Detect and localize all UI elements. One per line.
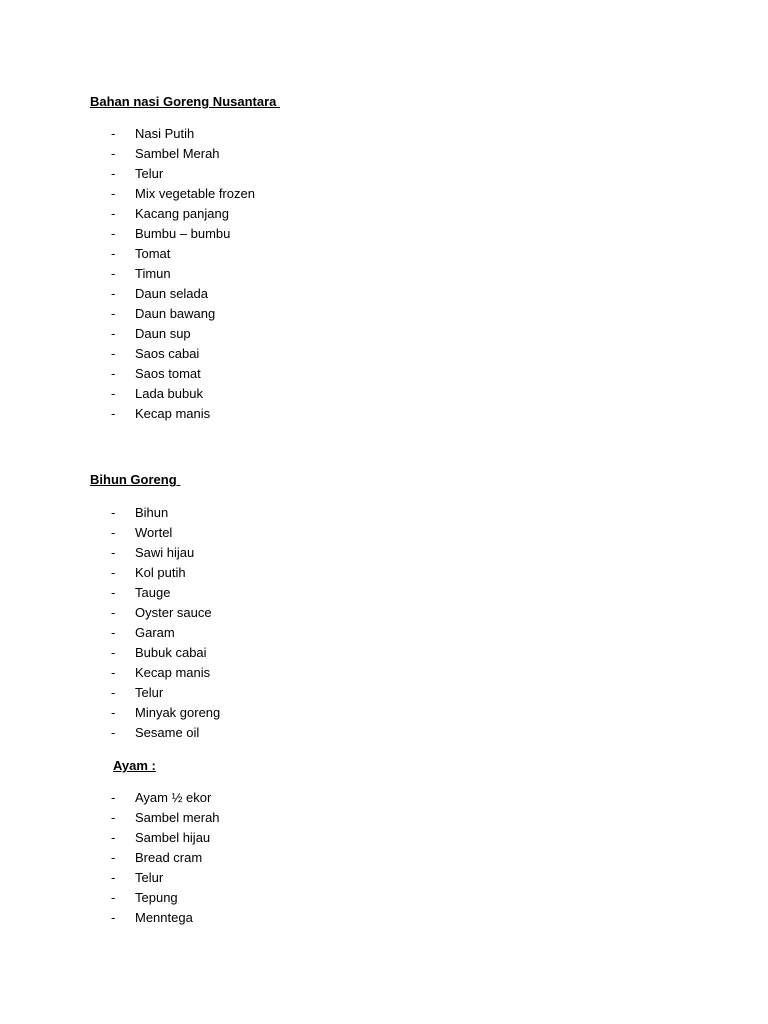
item-label: Kecap manis <box>135 665 211 680</box>
item-label: Sesame oil <box>135 725 200 740</box>
bullet-dash: - <box>111 625 116 640</box>
bullet-dash: - <box>111 565 116 580</box>
list-item <box>111 705 220 725</box>
list-item <box>111 810 220 830</box>
bullet-dash: - <box>111 326 116 341</box>
item-label: Kecap manis <box>135 406 211 421</box>
item-label: Tomat <box>135 246 171 261</box>
bullet-dash: - <box>111 585 116 600</box>
list-item <box>111 186 255 206</box>
item-label: Telur <box>135 870 164 885</box>
list-item <box>111 505 220 525</box>
bullet-dash: - <box>111 910 116 925</box>
list-item <box>111 146 255 166</box>
item-label: Oyster sauce <box>135 605 212 620</box>
bullet-dash: - <box>111 705 116 720</box>
bullet-dash: - <box>111 545 116 560</box>
list-item <box>111 565 220 585</box>
bullet-dash: - <box>111 126 116 141</box>
item-label: Kol putih <box>135 565 186 580</box>
item-label: Bihun <box>135 505 169 520</box>
list-item <box>111 346 255 366</box>
section-heading-nasi-goreng: Bahan nasi Goreng Nusantara <box>90 94 280 109</box>
item-label: Daun sup <box>135 326 191 341</box>
item-label: Sambel Merah <box>135 146 220 161</box>
bullet-dash: - <box>111 186 116 201</box>
list-item <box>111 685 220 705</box>
item-label: Kacang panjang <box>135 206 229 221</box>
bullet-dash: - <box>111 645 116 660</box>
list-item <box>111 585 220 605</box>
list-item <box>111 890 220 910</box>
item-label: Tauge <box>135 585 171 600</box>
bullet-dash: - <box>111 810 116 825</box>
item-label: Bubuk cabai <box>135 645 207 660</box>
list-item <box>111 625 220 645</box>
list-item <box>111 870 220 890</box>
bullet-dash: - <box>111 850 116 865</box>
bullet-dash: - <box>111 166 116 181</box>
bullet-dash: - <box>111 725 116 740</box>
section-heading-bihun-goreng: Bihun Goreng <box>90 472 181 487</box>
list-item <box>111 306 255 326</box>
list-item <box>111 605 220 625</box>
bullet-dash: - <box>111 266 116 281</box>
list-item <box>111 286 255 306</box>
list-item <box>111 126 255 146</box>
list-item <box>111 166 255 186</box>
item-label: Mix vegetable frozen <box>135 186 255 201</box>
item-label: Sambel hijau <box>135 830 211 845</box>
bullet-dash: - <box>111 665 116 680</box>
list-item <box>111 910 220 930</box>
list-item <box>111 246 255 266</box>
list-item <box>111 206 255 226</box>
ingredient-list-nasi-goreng <box>111 126 255 426</box>
item-label: Bumbu – bumbu <box>135 226 231 241</box>
list-item <box>111 725 220 745</box>
bullet-dash: - <box>111 246 116 261</box>
item-label: Timun <box>135 266 171 281</box>
bullet-dash: - <box>111 525 116 540</box>
item-label: Saos cabai <box>135 346 200 361</box>
ingredient-list-bihun-goreng <box>111 505 220 745</box>
list-item <box>111 266 255 286</box>
item-label: Nasi Putih <box>135 126 195 141</box>
bullet-dash: - <box>111 286 116 301</box>
bullet-dash: - <box>111 605 116 620</box>
bullet-dash: - <box>111 346 116 361</box>
list-item <box>111 830 220 850</box>
list-item <box>111 850 220 870</box>
item-label: Sambel merah <box>135 810 220 825</box>
bullet-dash: - <box>111 790 116 805</box>
list-item <box>111 326 255 346</box>
item-label: Lada bubuk <box>135 386 203 401</box>
bullet-dash: - <box>111 306 116 321</box>
bullet-dash: - <box>111 685 116 700</box>
item-label: Tepung <box>135 890 178 905</box>
bullet-dash: - <box>111 890 116 905</box>
bullet-dash: - <box>111 406 116 421</box>
list-item <box>111 366 255 386</box>
bullet-dash: - <box>111 226 116 241</box>
item-label: Telur <box>135 166 164 181</box>
list-item <box>111 226 255 246</box>
item-label: Bread cram <box>135 850 203 865</box>
item-label: Daun selada <box>135 286 208 301</box>
bullet-dash: - <box>111 830 116 845</box>
item-label: Menntega <box>135 910 193 925</box>
list-item <box>111 386 255 406</box>
item-label: Daun bawang <box>135 306 216 321</box>
bullet-dash: - <box>111 206 116 221</box>
list-item <box>111 406 255 426</box>
section-heading-ayam: Ayam : <box>113 758 156 773</box>
list-item <box>111 525 220 545</box>
item-label: Wortel <box>135 525 173 540</box>
item-label: Ayam ½ ekor <box>135 790 212 805</box>
bullet-dash: - <box>111 505 116 520</box>
item-label: Saos tomat <box>135 366 201 381</box>
bullet-dash: - <box>111 870 116 885</box>
bullet-dash: - <box>111 146 116 161</box>
ingredient-list-ayam <box>111 790 220 930</box>
list-item <box>111 790 220 810</box>
item-label: Minyak goreng <box>135 705 221 720</box>
item-label: Sawi hijau <box>135 545 195 560</box>
bullet-dash: - <box>111 366 116 381</box>
list-item <box>111 645 220 665</box>
list-item <box>111 545 220 565</box>
item-label: Telur <box>135 685 164 700</box>
list-item <box>111 665 220 685</box>
item-label: Garam <box>135 625 175 640</box>
bullet-dash: - <box>111 386 116 401</box>
